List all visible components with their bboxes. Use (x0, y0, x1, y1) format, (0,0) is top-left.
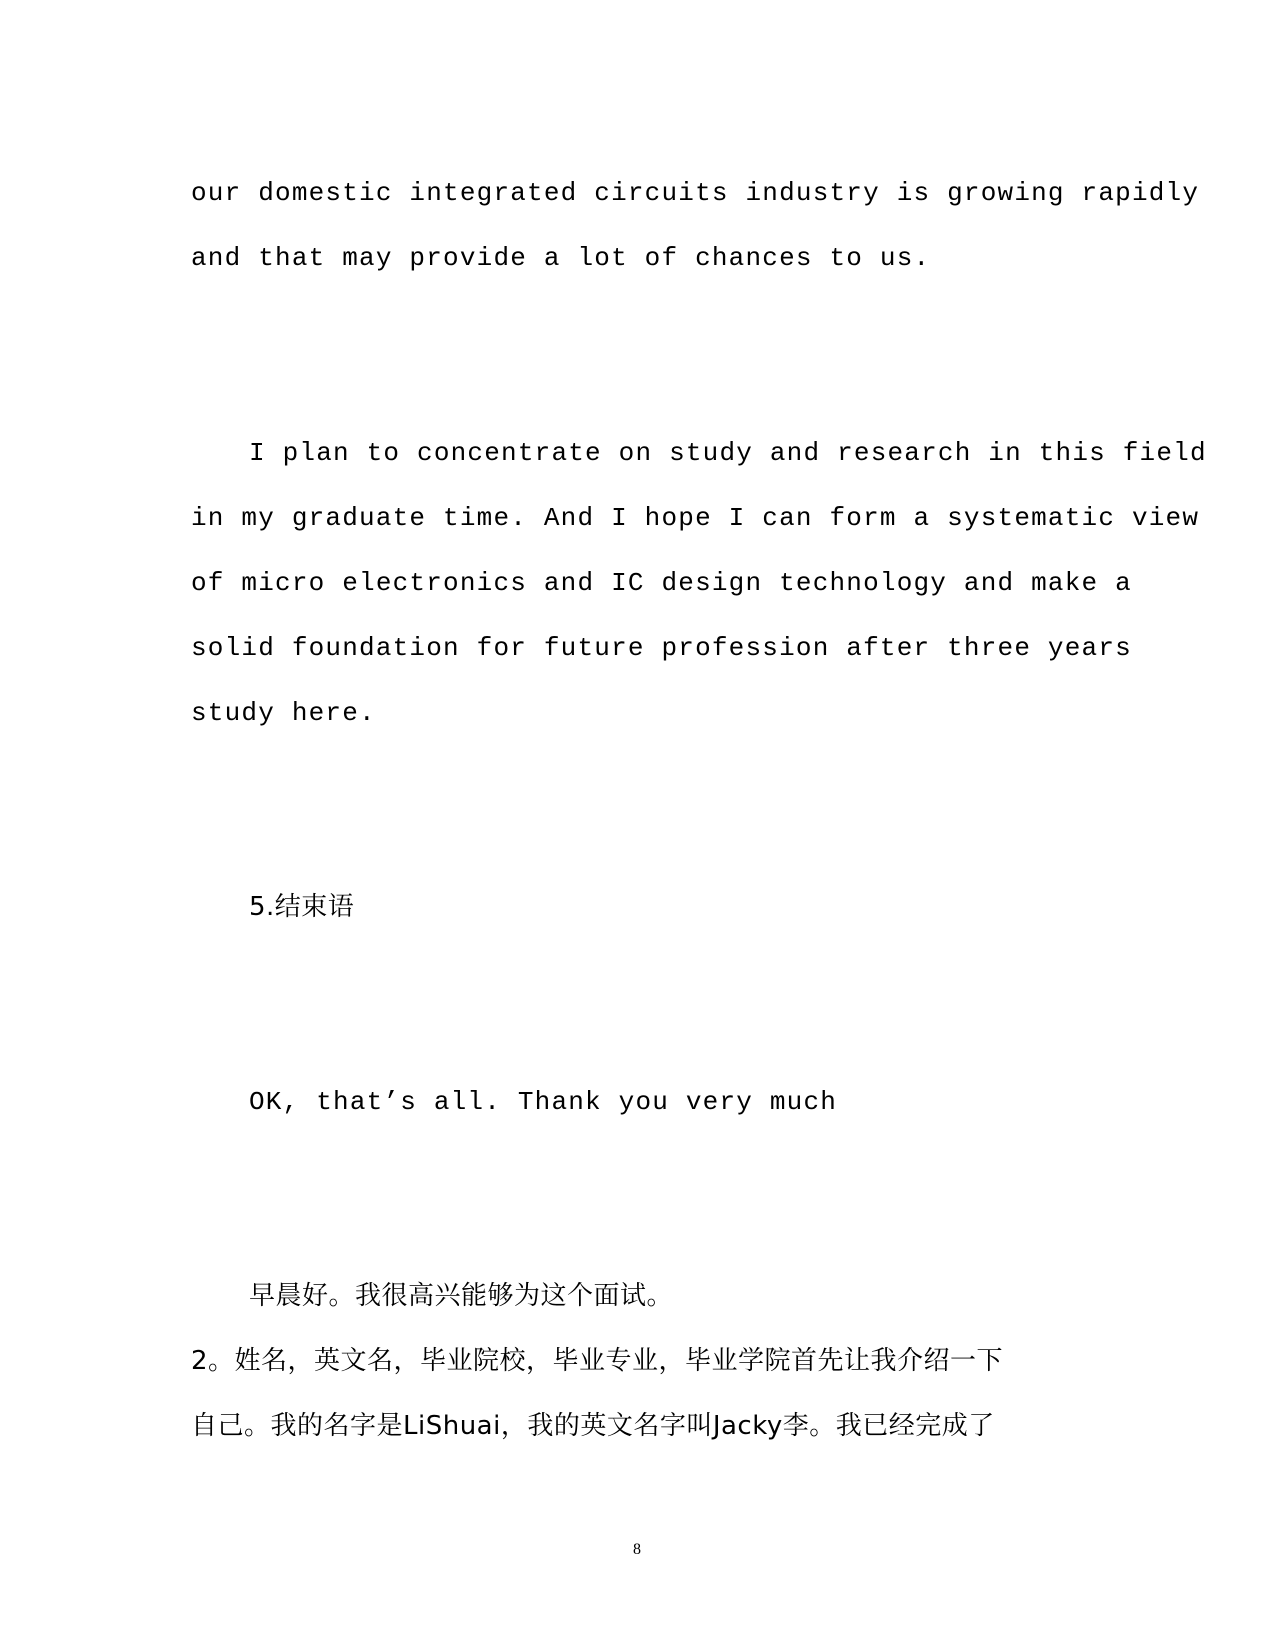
paragraph-3-line-2: 2。姓名，英文名，毕业院校，毕业专业，毕业学院首先让我介绍一下 (191, 1346, 1004, 1376)
paragraph-2-line-1: I plan to concentrate on study and research in this field (249, 438, 1207, 468)
paragraph-2-line-3: of micro electronics and IC design technology and make a (191, 568, 1132, 598)
paragraph-2-line-4: solid foundation for future profession after three years (191, 633, 1132, 663)
paragraph-3-line-3: 自己。我的名字是LiShuai，我的英文名字叫Jacky李。我已经完成了 (191, 1411, 995, 1441)
paragraph-1-line-1: our domestic integrated circuits industry is growing rapidly (191, 178, 1200, 208)
paragraph-1-line-2: and that may provide a lot of chances to us. (191, 243, 931, 273)
paragraph-3-line-1: 早晨好。我很高兴能够为这个面试。 (249, 1281, 674, 1311)
paragraph-2-line-5: study here. (191, 698, 376, 728)
page-number: 8 (633, 1541, 641, 1558)
closing-line: OK, that’s all. Thank you very much (249, 1087, 838, 1117)
section-heading: 5.结束语 (249, 892, 355, 922)
paragraph-2-line-2: in my graduate time. And I hope I can form a systematic view (191, 503, 1200, 533)
